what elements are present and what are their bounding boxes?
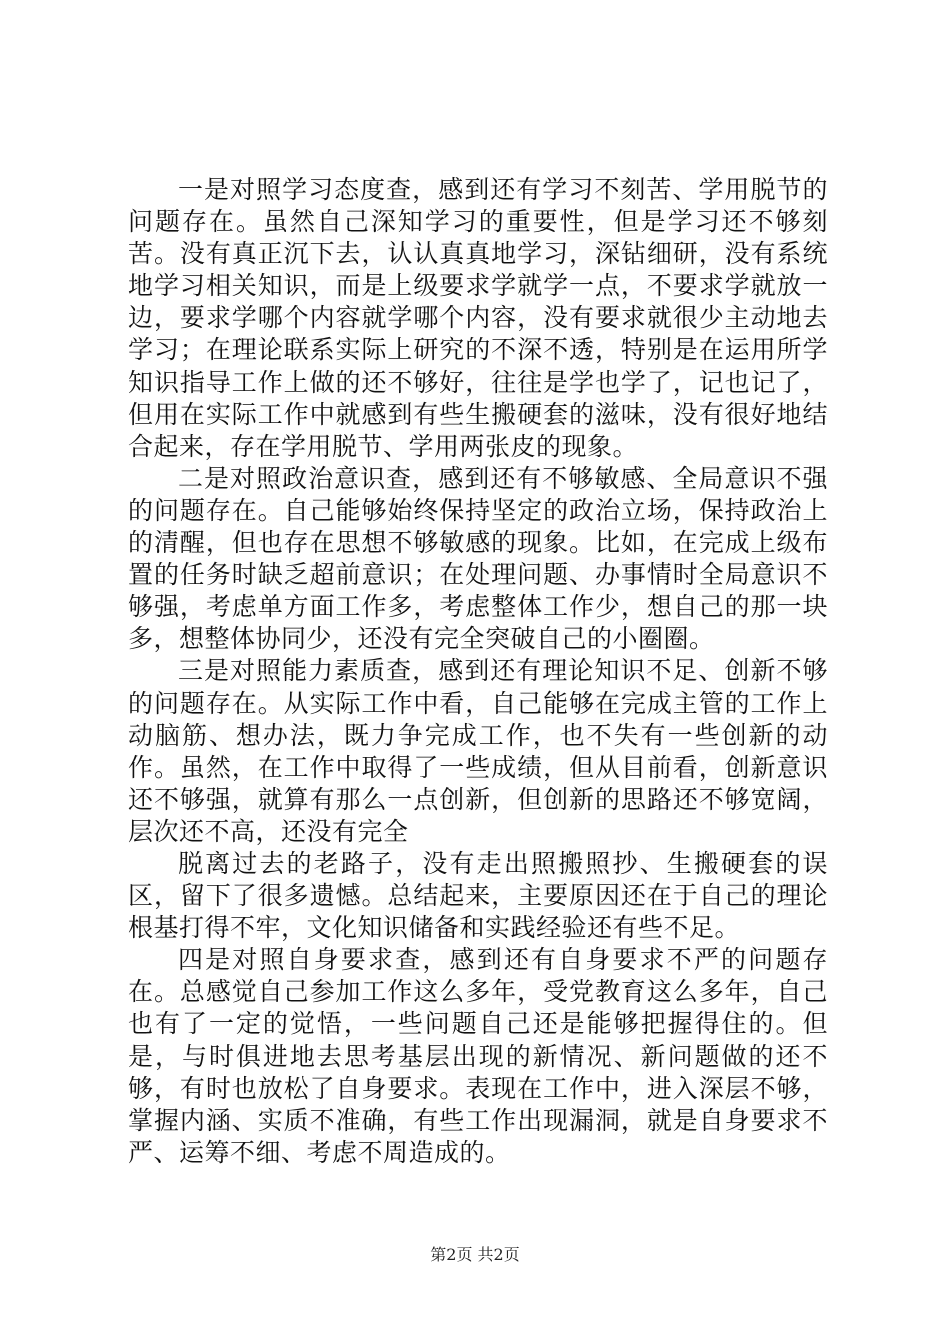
paragraph-continuation: 脱离过去的老路子，没有走出照搬照抄、生搬硬套的误区，留下了很多遗憾。总结起来，主要原因还在于自己的理论根基打得不牢，文化知识储备和实践经验还有些不足。 <box>128 848 828 943</box>
page-footer: 第2页 共2页 <box>430 1245 520 1264</box>
paragraph-ability-quality: 三是对照能力素质查，感到还有理论知识不足、创新不够的问题存在。从实际工作中看，自己能够在完成主管的工作上动脑筋、想办法，既力争完成工作，也不失有一些创新的动作。虽然，在工作中取得了一些成绩，但从目前看，创新意识还不够强，就算有那么一点创新，但创新的思路还不够宽阔，层次还不高，还没有完全 <box>128 656 828 846</box>
document-body <box>128 174 828 1169</box>
paragraph-self-requirements: 四是对照自身要求查，感到还有自身要求不严的问题存在。总感觉自己参加工作这么多年，受党教育这么多年，自己也有了一定的觉悟，一些问题自己还是能够把握得住的。但是，与时俱进地去思考基层出现的新情况、新问题做的还不够，有时也放松了自身要求。表现在工作中，进入深层不够，掌握内涵、实质不准确，有些工作出现漏洞，就是自身要求不严、运筹不细、考虑不周造成的。 <box>128 945 828 1167</box>
paragraph-political-awareness: 二是对照政治意识查，感到还有不够敏感、全局意识不强的问题存在。自己能够始终保持坚定的政治立场，保持政治上的清醒，但也存在思想不够敏感的现象。比如，在完成上级布置的任务时缺乏超前意识；在处理问题、办事情时全局意识不够强，考虑单方面工作多，考虑整体工作少，想自己的那一块多，想整体协同少，还没有完全突破自己的小圈圈。 <box>128 463 828 654</box>
paragraph-study-attitude: 一是对照学习态度查，感到还有学习不刻苦、学用脱节的问题存在。虽然自己深知学习的重要性，但是学习还不够刻苦。没有真正沉下去，认认真真地学习，深钻细研，没有系统地学习相关知识，而是上级要求学就学一点，不要求学就放一边，要求学哪个内容就学哪个内容，没有要求就很少主动地去学习；在理论联系实际上研究的不深不透，特别是在运用所学知识指导工作上做的还不够好，往往是学也学了，记也记了，但用在实际工作中就感到有些生搬硬套的滋味，没有很好地结合起来，存在学用脱节、学用两张皮的现象。 <box>128 175 828 461</box>
